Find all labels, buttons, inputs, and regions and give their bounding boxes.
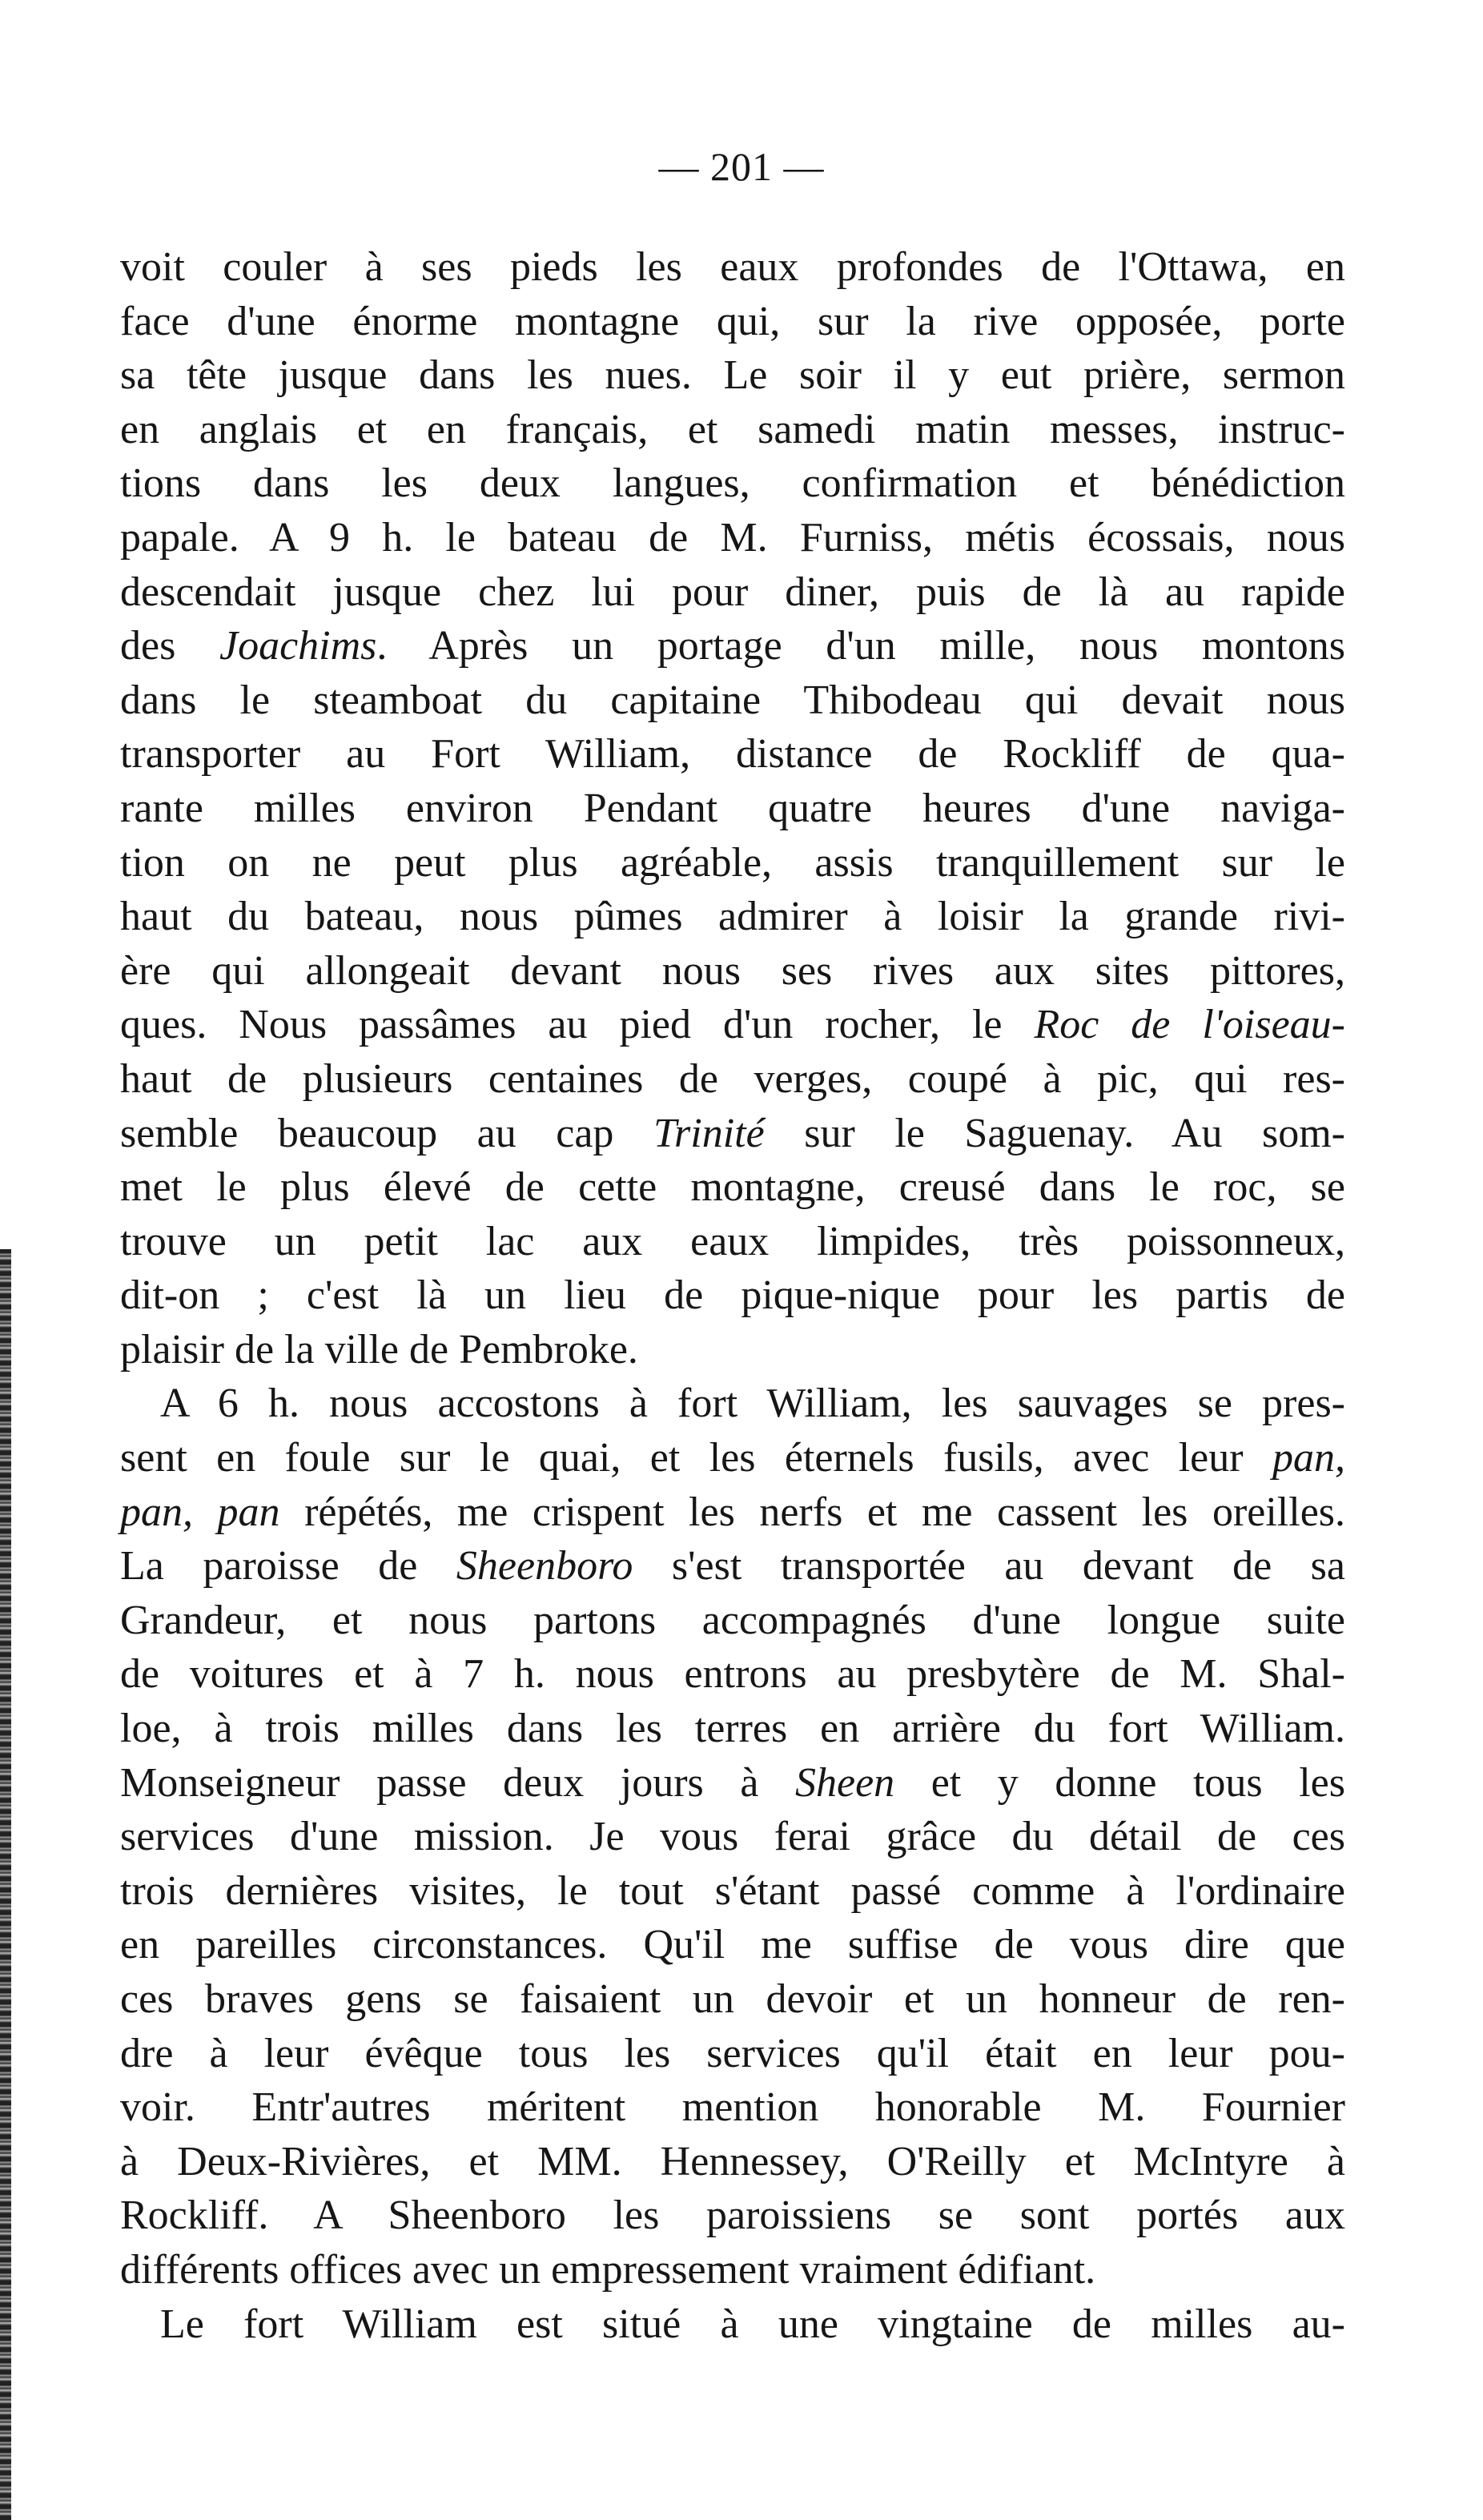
text-segment: ère qui allongeait devant nous ses rives aux sites pittores, — [120, 947, 1345, 994]
text-line — [120, 511, 1345, 565]
text-segment: en anglais et en français, et samedi matin messes, instruc- — [120, 406, 1345, 452]
text-segment: sur le Saguenay. Au som- — [764, 1110, 1346, 1156]
text-line — [120, 1485, 1345, 1540]
text-line — [120, 1052, 1345, 1107]
text-line — [120, 1160, 1345, 1215]
text-segment: tion on ne peut plus agréable, assis tranquillement sur le — [120, 839, 1345, 886]
text-segment: A 6 h. nous accostons à fort William, les sauvages se pres- — [160, 1381, 1345, 1427]
text-line — [120, 1594, 1345, 1648]
italic-text: Roc de l'oiseau- — [1034, 1002, 1345, 1048]
text-line — [120, 1702, 1345, 1756]
text-line — [120, 1268, 1345, 1323]
text-line — [120, 998, 1345, 1052]
text-line — [120, 1215, 1345, 1269]
text-segment: plaisir de la ville de Pembroke. — [120, 1326, 638, 1373]
text-line — [120, 456, 1345, 511]
text-line — [120, 295, 1345, 349]
text-line — [120, 2188, 1345, 2243]
text-segment: différents offices avec un empressement vraiment édifiant. — [120, 2246, 1096, 2293]
italic-text: Joachims — [219, 623, 377, 669]
text-line — [120, 1864, 1345, 1919]
text-segment: et y donne tous les — [894, 1759, 1345, 1806]
italic-text: pan, pan — [120, 1489, 280, 1535]
text-line — [120, 2243, 1345, 2297]
text-line — [120, 673, 1345, 728]
text-segment: dre à leur évêque tous les services qu'il était en leur pou- — [120, 2030, 1345, 2076]
text-segment: dit-on ; c'est là un lieu de pique-nique pour les partis de — [120, 1272, 1345, 1319]
text-line — [120, 1810, 1345, 1864]
text-segment: ces braves gens se faisaient un devoir et un honneur de ren- — [120, 1976, 1345, 2022]
text-segment: voir. Entr'autres méritent mention honorable M. Fournier — [120, 2084, 1345, 2131]
text-line — [120, 1323, 1345, 1377]
text-line — [120, 619, 1345, 673]
text-segment: rante milles environ Pendant quatre heures d'une naviga- — [120, 785, 1345, 831]
text-segment: semble beaucoup au cap — [120, 1110, 653, 1156]
italic-text: Sheen — [794, 1759, 895, 1806]
text-segment: descendait jusque chez lui pour diner, puis de là au rapide — [120, 569, 1345, 615]
text-segment: transporter au Fort William, distance de Rockliff de qua- — [120, 731, 1345, 778]
text-line — [120, 2135, 1345, 2189]
text-line — [120, 836, 1345, 890]
text-line — [120, 240, 1345, 295]
text-line — [120, 1972, 1345, 2027]
text-line — [120, 348, 1345, 403]
text-segment: ques. Nous passâmes au pied d'un rocher, le — [120, 1002, 1035, 1048]
text-segment: en pareilles circonstances. Qu'il me suffise de vous dire que — [120, 1922, 1345, 1968]
text-segment: de voitures et à 7 h. nous entrons au presbytère de M. Shal- — [120, 1651, 1345, 1698]
text-segment: Grandeur, et nous partons accompagnés d'une longue suite — [120, 1597, 1345, 1643]
text-line — [120, 1377, 1345, 1431]
text-segment: répétés, me crispent les nerfs et me cassent les oreilles. — [279, 1489, 1346, 1535]
scan-edge-strip — [0, 1249, 11, 2520]
italic-text: Trinité — [653, 1110, 765, 1156]
text-line — [120, 1918, 1345, 1972]
italic-text: Sheenboro — [456, 1543, 633, 1590]
text-line — [120, 1107, 1345, 1161]
text-segment: des — [120, 623, 219, 669]
text-segment: Le fort William est situé à une vingtaine de milles au- — [160, 2301, 1345, 2347]
text-segment: dans le steamboat du capitaine Thibodeau qui devait nous — [120, 677, 1345, 723]
text-line — [120, 2027, 1345, 2081]
text-segment: à Deux-Rivières, et MM. Hennessey, O'Reilly et McIntyre à — [120, 2138, 1345, 2184]
text-segment: sent en foule sur le quai, et les éternels fusils, avec leur — [120, 1435, 1272, 1481]
text-line — [120, 944, 1345, 999]
text-line — [120, 565, 1345, 620]
text-segment: haut du bateau, nous pûmes admirer à loisir la grande rivi- — [120, 894, 1345, 940]
text-segment: papale. A 9 h. le bateau de M. Furniss, métis écossais, nous — [120, 514, 1345, 561]
text-line — [120, 1431, 1345, 1485]
text-segment: La paroisse de — [120, 1543, 456, 1590]
text-segment: . Après un portage d'un mille, nous montons — [376, 623, 1345, 669]
text-segment: voit couler à ses pieds les eaux profondes de l'Ottawa, en — [120, 244, 1345, 290]
italic-text: pan, — [1272, 1435, 1345, 1481]
text-segment: met le plus élevé de cette montagne, creusé dans le roc, se — [120, 1164, 1345, 1211]
text-segment: trois dernières visites, le tout s'étant passé comme à l'ordinaire — [120, 1867, 1345, 1914]
text-line — [120, 782, 1345, 836]
text-line — [120, 1539, 1345, 1594]
text-line — [120, 2297, 1345, 2352]
text-segment: trouve un petit lac aux eaux limpides, très poissonneux, — [120, 1218, 1345, 1264]
text-segment: services d'une mission. Je vous ferai grâce du détail de ces — [120, 1814, 1345, 1860]
text-line — [120, 2080, 1345, 2135]
text-segment: Rockliff. A Sheenboro les paroissiens se sont portés aux — [120, 2192, 1345, 2239]
text-line — [120, 727, 1345, 782]
text-line — [120, 1647, 1345, 1702]
page-number: — 201 — — [658, 144, 825, 189]
text-line — [120, 403, 1345, 457]
text-segment: Monseigneur passe deux jours à — [120, 1759, 795, 1806]
text-segment: tions dans les deux langues, confirmation et bénédiction — [120, 460, 1345, 507]
text-segment: loe, à trois milles dans les terres en arrière du fort William. — [120, 1706, 1345, 1752]
body-text — [120, 240, 1345, 2351]
text-line — [120, 890, 1345, 944]
text-segment: s'est transportée au devant de sa — [633, 1543, 1345, 1590]
text-segment: haut de plusieurs centaines de verges, coupé à pic, qui res- — [120, 1055, 1345, 1102]
text-segment: sa tête jusque dans les nues. Le soir il y eut prière, sermon — [120, 352, 1345, 399]
text-line — [120, 1756, 1345, 1811]
text-segment: face d'une énorme montagne qui, sur la rive opposée, porte — [120, 298, 1345, 344]
